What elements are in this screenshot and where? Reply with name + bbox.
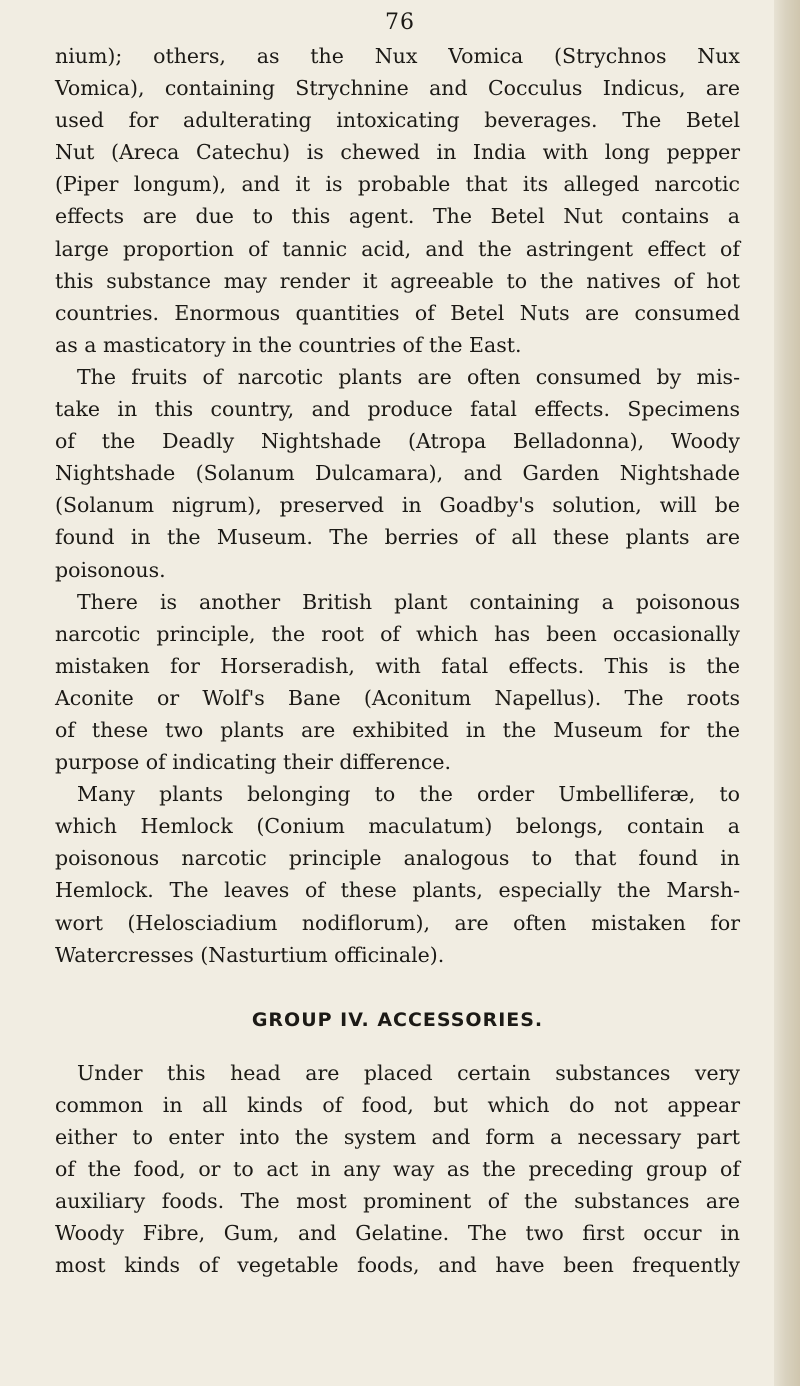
text-line: Hemlock. The leaves of these plants, especially the Marsh- bbox=[55, 878, 740, 903]
text-line: as a masticatory in the countries of the East. bbox=[55, 332, 522, 357]
text-line: Under this head are placed certain substances very bbox=[77, 1060, 740, 1085]
text-line: used for adulterating intoxicating beverages. The Betel bbox=[55, 108, 740, 133]
text-line: of the Deadly Nightshade (Atropa Belladonna), Woody bbox=[55, 429, 740, 454]
text-line: Nut (Areca Catechu) is chewed in India with long pepper bbox=[55, 140, 740, 165]
section-heading: GROUP IV. ACCESSORIES. bbox=[251, 1008, 544, 1031]
text-line: (Solanum nigrum), preserved in Goadby's solution, will be bbox=[55, 493, 740, 518]
page-body bbox=[55, 40, 740, 1281]
text-line: wort (Helosciadium nodiflorum), are often mistaken for bbox=[55, 910, 740, 935]
text-line: Watercresses (Nasturtium officinale). bbox=[55, 942, 445, 967]
text-line: this substance may render it agreeable to the natives of hot bbox=[55, 268, 740, 293]
text-line: countries. Enormous quantities of Betel Nuts are consumed bbox=[55, 300, 740, 325]
paragraph bbox=[55, 586, 740, 779]
text-line: of the food, or to act in any way as the preceding group of bbox=[55, 1157, 740, 1181]
text-line: (Piper longum), and it is probable that its alleged narcotic bbox=[55, 172, 740, 197]
text-line: which Hemlock (Conium maculatum) belongs, contain a bbox=[55, 814, 740, 839]
text-line: Aconite or Wolf's Bane (Aconitum Napellus). The roots bbox=[55, 685, 740, 710]
paragraph bbox=[55, 361, 740, 586]
text-line: nium); others, as the Nux Vomica (Strychnos Nux bbox=[55, 44, 740, 68]
page-edge-shadow bbox=[774, 0, 800, 1386]
text-line: auxiliary foods. The most prominent of the substances are bbox=[55, 1189, 740, 1214]
text-line: found in the Museum. The berries of all these plants are bbox=[55, 525, 740, 550]
text-line: effects are due to this agent. The Betel Nut contains a bbox=[55, 204, 740, 229]
text-line: large proportion of tannic acid, and the astringent effect of bbox=[55, 236, 740, 261]
page-number: 76 bbox=[385, 10, 415, 35]
text-line: purpose of indicating their difference. bbox=[55, 750, 452, 775]
text-line: There is another British plant containing a poisonous bbox=[77, 589, 740, 614]
text-line: narcotic principle, the root of which has been occasionally bbox=[55, 621, 740, 646]
text-line: either to enter into the system and form a necessary part bbox=[55, 1124, 740, 1149]
text-line: Nightshade (Solanum Dulcamara), and Garden Nightshade bbox=[55, 461, 740, 486]
text-line: poisonous. bbox=[55, 557, 166, 582]
text-line: Many plants belonging to the order Umbelliferæ, to bbox=[77, 782, 740, 807]
text-line: of these two plants are exhibited in the Museum for the bbox=[55, 717, 740, 742]
paragraph bbox=[55, 1057, 740, 1282]
text-line: mistaken for Horseradish, with fatal effects. This is the bbox=[55, 653, 740, 678]
text-line: most kinds of vegetable foods, and have been frequently bbox=[55, 1253, 740, 1278]
paragraph bbox=[55, 778, 740, 971]
text-line: Woody Fibre, Gum, and Gelatine. The two first occur in bbox=[55, 1221, 740, 1246]
text-line: common in all kinds of food, but which do not appear bbox=[55, 1092, 740, 1117]
text-line: The fruits of narcotic plants are often consumed by mis- bbox=[77, 364, 740, 389]
paragraph bbox=[55, 40, 740, 361]
text-line: poisonous narcotic principle analogous to that found in bbox=[55, 846, 740, 871]
text-line: take in this country, and produce fatal effects. Specimens bbox=[55, 397, 740, 422]
text-line: Vomica), containing Strychnine and Cocculus Indicus, are bbox=[55, 76, 740, 101]
